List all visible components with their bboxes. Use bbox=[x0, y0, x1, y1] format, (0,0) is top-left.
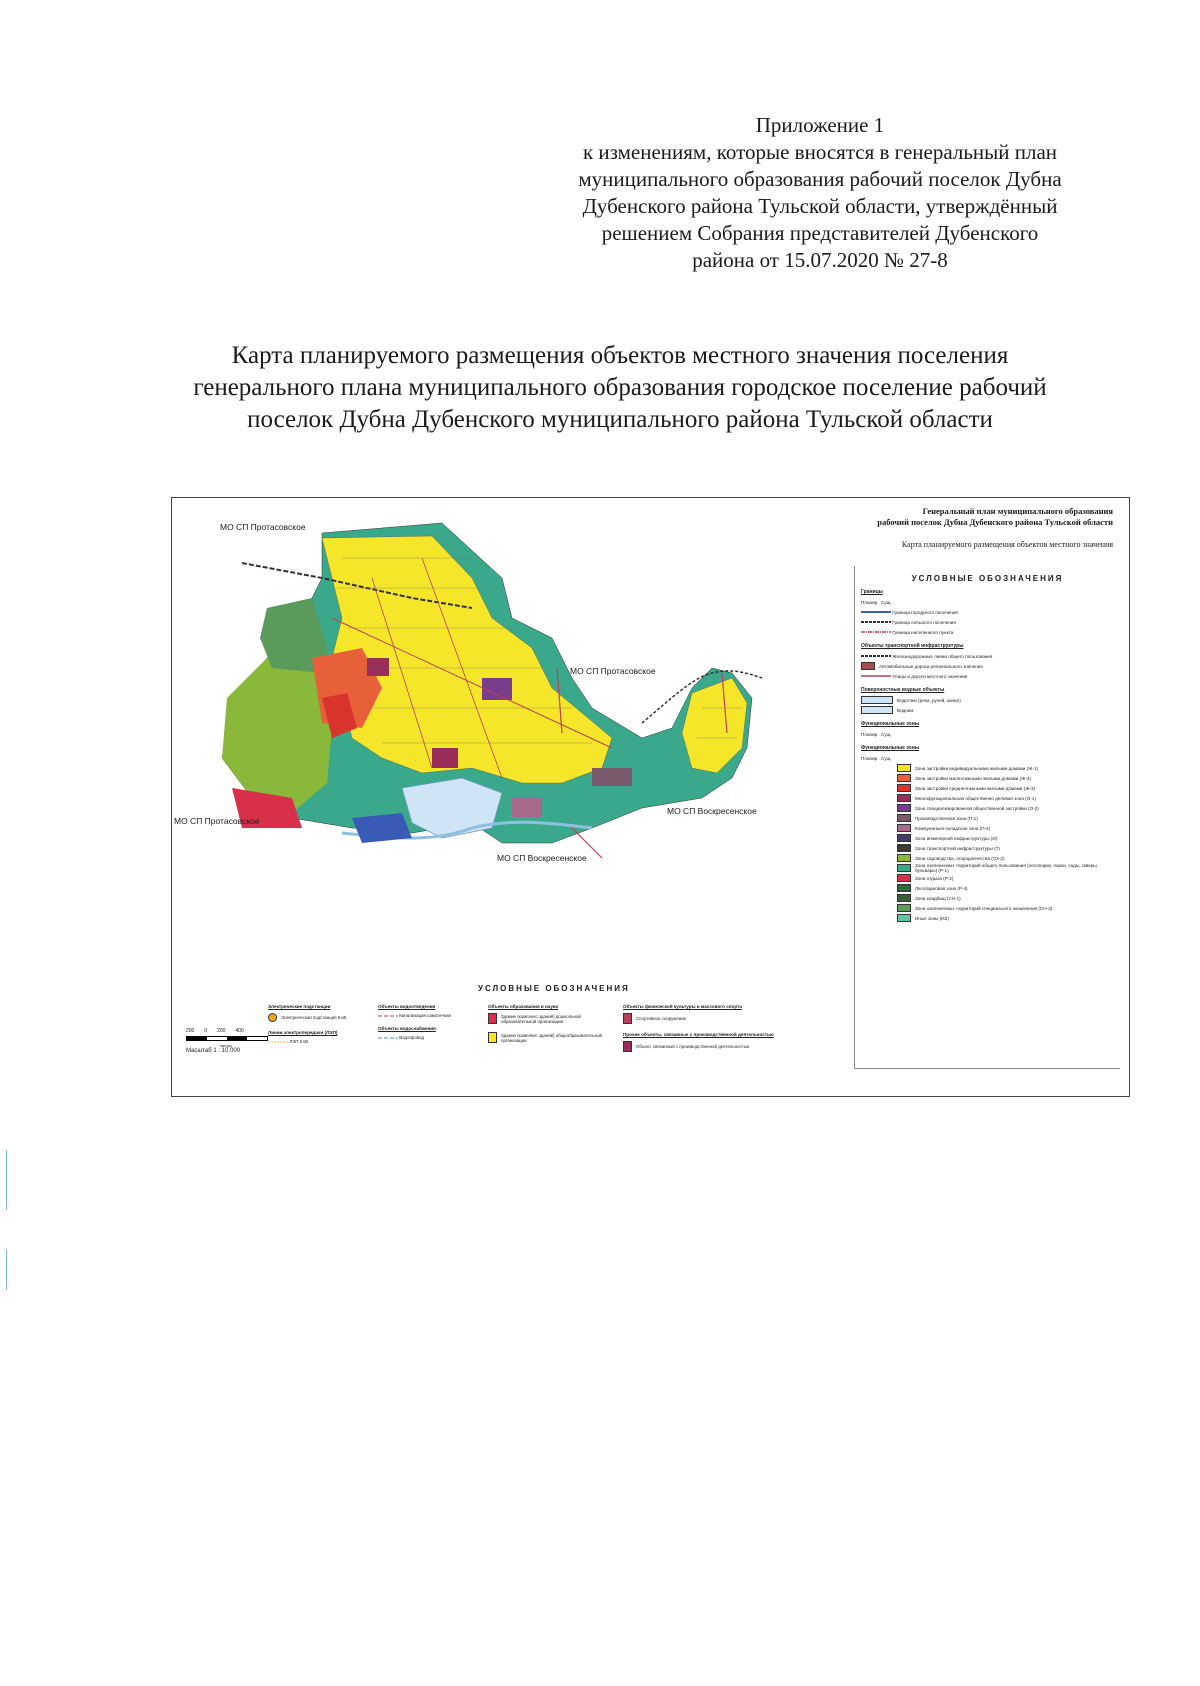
utility-column bbox=[378, 1004, 478, 1048]
legend-zone-item bbox=[861, 833, 1120, 843]
legend-col-header bbox=[861, 597, 1120, 607]
legend-item-label: Зона застройки малоэтажными жилыми домами (Ж-2) bbox=[915, 775, 1032, 781]
legend-zone-item bbox=[861, 823, 1120, 833]
zone-color-swatch bbox=[897, 894, 911, 902]
title-line: Карта планируемого размещения объектов местного значения поселения bbox=[231, 342, 1009, 369]
legend-zone-item bbox=[861, 893, 1120, 903]
bottom-legend-title: УСЛОВНЫЕ ОБОЗНАЧЕНИЯ bbox=[478, 984, 630, 993]
sheet-subtitle: Карта планируемого размещения объектов местного значения bbox=[901, 540, 1113, 549]
border-line-icon bbox=[861, 620, 891, 624]
legend-item-label: Здание (комплекс зданий) дошкольной образовательной организации bbox=[501, 1013, 581, 1024]
legend-col-header bbox=[861, 753, 1120, 763]
legend-item bbox=[861, 627, 1120, 637]
legend-zone-item bbox=[861, 793, 1120, 803]
map-label-ne: МО СП Протасовское bbox=[570, 666, 656, 676]
legend-zone-item bbox=[861, 873, 1120, 883]
legend-section: Прочие объекты, связанные с производственной деятельностью bbox=[623, 1032, 774, 1037]
legend-item-label: Улицы и дороги местного значения bbox=[892, 673, 968, 679]
scan-edge-mark bbox=[6, 1250, 7, 1290]
legend-title: УСЛОВНЫЕ ОБОЗНАЧЕНИЯ bbox=[911, 574, 1064, 583]
legend-section: Поверхностные водные объекты bbox=[861, 687, 945, 693]
legend-item-label: Зона инженерной инфраструктуры (И) bbox=[915, 835, 998, 841]
legend-item bbox=[861, 661, 1120, 671]
sheet-header-line: рабочий поселок Дубна Дубенского района Тульской области bbox=[877, 517, 1113, 527]
legend-zone-item bbox=[861, 863, 1120, 873]
col-exist: Сущ. bbox=[881, 731, 892, 737]
legend-zone-item bbox=[861, 883, 1120, 893]
legend-item-label: Зона отдыха (Р-2) bbox=[915, 875, 954, 881]
legend-item-label: Граница населенного пункта bbox=[892, 629, 954, 635]
legend-section: Объекты физической культуры и массового спорта bbox=[623, 1004, 742, 1009]
legend-item bbox=[861, 617, 1120, 627]
map-label-se: МО СП Воскресенское bbox=[667, 806, 757, 816]
legend-zone-item bbox=[861, 843, 1120, 853]
legend-item bbox=[378, 1013, 478, 1018]
reservoir-icon bbox=[861, 706, 893, 714]
scale-tick: 400 bbox=[235, 1028, 244, 1034]
production-facility-icon bbox=[623, 1041, 632, 1052]
border-line-icon bbox=[861, 610, 891, 614]
scale-tick: 0 bbox=[204, 1028, 208, 1034]
legend-item-label: Зона озелененных территорий специального назначения (СН-3) bbox=[915, 905, 1053, 911]
legend-item-label: Водотоки (река, ручей, канал) bbox=[897, 697, 961, 703]
power-line-icon bbox=[268, 1040, 288, 1044]
public-zone bbox=[432, 748, 458, 768]
legend-zone-item bbox=[861, 783, 1120, 793]
legend-item-label: Канализация самотечная bbox=[399, 1013, 451, 1018]
legend-item-label: Автомобильные дороги регионального значения bbox=[879, 663, 983, 669]
border-line-icon bbox=[861, 630, 891, 634]
appendix-line: к изменениям, которые вносятся в генеральный план bbox=[582, 140, 1058, 164]
legend-item-label: Водоем bbox=[897, 707, 914, 713]
watercourse-icon bbox=[861, 696, 893, 704]
legend-item-label: Водопровод bbox=[399, 1035, 424, 1040]
scale-graphic bbox=[186, 1036, 268, 1041]
legend-item-label: Граница городского поселения bbox=[892, 609, 958, 615]
local-road-icon bbox=[861, 674, 891, 678]
legend-item-label: Зона специализированной общественной застройки (О-2) bbox=[915, 805, 1039, 811]
appendix-line: района от 15.07.2020 № 27-8 bbox=[692, 248, 948, 272]
appendix-line: муниципального образования рабочий поселок Дубна bbox=[578, 167, 1062, 191]
industrial-zone bbox=[592, 768, 632, 786]
legend-section: Линии электропередачи (ЛЭП) bbox=[268, 1030, 338, 1035]
legend-item bbox=[488, 1013, 608, 1024]
legend-section: Объекты образования и науки bbox=[488, 1004, 559, 1009]
zone-color-swatch bbox=[897, 834, 911, 842]
legend-item-label: Коммунально-складская зона (П-2) bbox=[915, 825, 991, 831]
scale-unit: метры bbox=[220, 1043, 232, 1048]
zone-color-swatch bbox=[897, 914, 911, 922]
legend-zone-item bbox=[861, 903, 1120, 913]
substation-icon bbox=[268, 1013, 277, 1022]
legend-section: Функциональные зоны bbox=[861, 745, 919, 751]
map-sheet bbox=[171, 497, 1130, 1097]
title-line: поселок Дубна Дубенского муниципального района Тульской области bbox=[247, 406, 993, 433]
legend-item-label: Спортивное сооружение bbox=[636, 1016, 687, 1021]
legend-item bbox=[268, 1039, 368, 1044]
bottom-legend bbox=[178, 978, 848, 1088]
legend-zone-item bbox=[861, 773, 1120, 783]
sheet-header-line: Генеральный план муниципального образования bbox=[922, 506, 1113, 516]
legend-item-label: Зона застройки индивидуальными жилыми домами (Ж-1) bbox=[915, 765, 1038, 771]
map-label-s: МО СП Воскресенское bbox=[497, 853, 587, 863]
col-plan: Планир. bbox=[861, 599, 879, 605]
legend-item bbox=[623, 1041, 783, 1052]
zone-color-swatch bbox=[897, 854, 911, 862]
legend-item bbox=[623, 1013, 783, 1024]
regional-road-icon bbox=[861, 662, 875, 670]
legend-item-label: Граница сельского поселения bbox=[892, 619, 956, 625]
map-label-w: МО СП Протасовское bbox=[174, 816, 260, 826]
sheet-header bbox=[877, 506, 1113, 528]
legend-item-label: Иные зоны (ИЗ) bbox=[915, 915, 949, 921]
legend-section: Объекты транспортной инфраструктуры bbox=[861, 643, 964, 649]
zone-color-swatch bbox=[897, 814, 911, 822]
legend-item-label: Лесопарковая зона (Р-4) bbox=[915, 885, 968, 891]
power-column bbox=[268, 1004, 368, 1052]
appendix-line: Приложение 1 bbox=[755, 113, 885, 137]
title-line: генерального плана муниципального образования городское поселение рабочий bbox=[193, 374, 1047, 401]
education-column bbox=[488, 1004, 608, 1051]
zone-color-swatch bbox=[897, 904, 911, 912]
legend-item bbox=[861, 671, 1120, 681]
legend-item-label: Зона застройки среднеэтажными жилыми домами (Ж-3) bbox=[915, 785, 1036, 791]
map-label-nw: МО СП Протасовское bbox=[220, 522, 306, 532]
zone-color-swatch bbox=[897, 784, 911, 792]
legend-item-label: Зона кладбищ (СН-1) bbox=[915, 895, 961, 901]
scan-edge-mark bbox=[6, 1150, 7, 1210]
sport-column bbox=[623, 1004, 783, 1060]
scale-tick: 200 bbox=[217, 1028, 226, 1034]
legend-zone-item bbox=[861, 853, 1120, 863]
water-zone bbox=[352, 813, 412, 843]
legend-item bbox=[378, 1035, 478, 1040]
railway-icon bbox=[861, 654, 891, 658]
legend-item bbox=[861, 705, 1120, 715]
settlement-map bbox=[172, 498, 852, 968]
legend-panel bbox=[854, 566, 1120, 1069]
legend-item-label: Производственная зона (П-1) bbox=[915, 815, 978, 821]
legend-item bbox=[488, 1032, 608, 1043]
legend-zone-item bbox=[861, 913, 1120, 923]
legend-zone-item bbox=[861, 803, 1120, 813]
zone-color-swatch bbox=[897, 774, 911, 782]
scale-ticks bbox=[186, 1028, 268, 1034]
zone-color-swatch bbox=[897, 884, 911, 892]
zone-color-swatch bbox=[897, 864, 911, 872]
legend-section: Объекты водоснабжения bbox=[378, 1026, 436, 1031]
zone-color-swatch bbox=[897, 844, 911, 852]
legend-section: Границы bbox=[861, 589, 883, 595]
zone-color-swatch bbox=[897, 824, 911, 832]
water-pipe-icon bbox=[378, 1036, 398, 1040]
legend-item bbox=[861, 695, 1120, 705]
legend-item-label: Зона транспортной инфраструктуры (Т) bbox=[915, 845, 1000, 851]
legend-section: Функциональные зоны bbox=[861, 721, 919, 727]
public-zone bbox=[367, 658, 389, 676]
appendix-header bbox=[540, 112, 1100, 274]
legend-item bbox=[268, 1013, 368, 1022]
legend-item-label: Объект, связанный с производственной деятельностью bbox=[636, 1044, 750, 1049]
school-icon bbox=[488, 1032, 497, 1043]
sewer-icon bbox=[378, 1014, 398, 1018]
document-title bbox=[120, 340, 1120, 436]
legend-item-label: Многофункциональная общественно деловая зона (О-1) bbox=[915, 795, 1036, 801]
zone-color-swatch bbox=[897, 804, 911, 812]
zone-color-swatch bbox=[897, 874, 911, 882]
legend-section: Объекты водоотведения bbox=[378, 1004, 436, 1009]
scale-label: Масштаб 1 : 10 000 bbox=[186, 1048, 241, 1054]
legend-item-label: Зона садоводства, огородничества (СХ-2) bbox=[915, 855, 1005, 861]
public-zone bbox=[482, 678, 512, 700]
zone-color-swatch bbox=[897, 764, 911, 772]
scale-tick: 200 bbox=[186, 1028, 195, 1034]
legend-item-label: Зона озелененных территорий общего пользования (лесопарки, парки, сады, скверы, бульвары) (Р-1) bbox=[915, 863, 1098, 873]
appendix-line: решением Собрания представителей Дубенского bbox=[601, 221, 1039, 245]
legend-item-label: Здание (комплекс зданий) общеобразовательной организации bbox=[501, 1032, 602, 1043]
zone-color-swatch bbox=[897, 794, 911, 802]
zone-list bbox=[855, 763, 1120, 923]
legend-section: Электрические подстанции bbox=[268, 1004, 331, 1009]
legend-item-label: Электрическая подстанция 6 кВ bbox=[281, 1015, 347, 1020]
col-plan: Планир. bbox=[861, 755, 879, 761]
scale-bar bbox=[186, 1028, 268, 1054]
legend-item-label: ЛЭП 6 кВ bbox=[289, 1039, 309, 1044]
sport-facility-icon bbox=[623, 1013, 632, 1024]
legend-item bbox=[861, 607, 1120, 617]
kindergarten-icon bbox=[488, 1013, 497, 1024]
col-exist: Сущ. bbox=[881, 755, 892, 761]
legend-item bbox=[861, 651, 1120, 661]
legend-col-header bbox=[861, 729, 1120, 739]
appendix-line: Дубенского района Тульской области, утверждённый bbox=[582, 194, 1058, 218]
legend-zone-item bbox=[861, 763, 1120, 773]
col-plan: Планир. bbox=[861, 731, 879, 737]
legend-zone-item bbox=[861, 813, 1120, 823]
industrial-zone bbox=[512, 798, 542, 818]
legend-item-label: Железнодорожные линии общего пользования bbox=[892, 653, 993, 659]
col-exist: Сущ. bbox=[881, 599, 892, 605]
